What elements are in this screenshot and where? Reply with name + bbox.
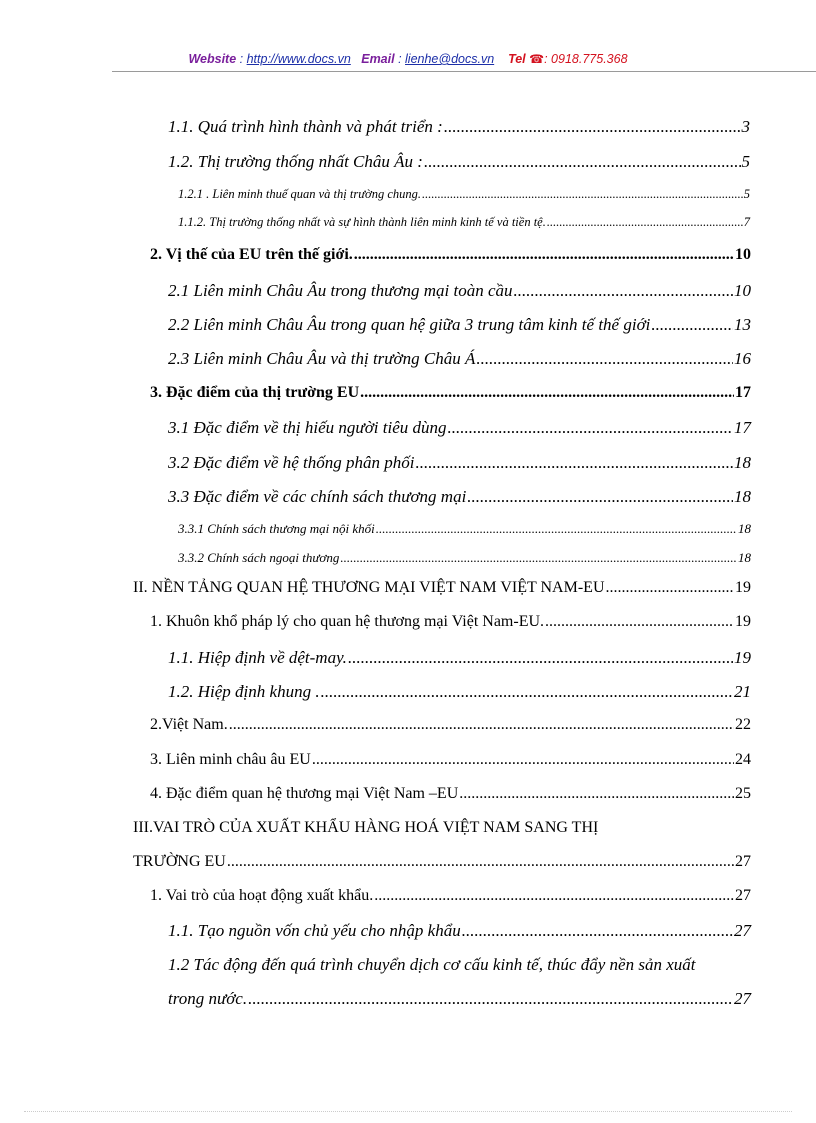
toc-entry[interactable] [168, 989, 751, 1009]
toc-entry-page: 19 [735, 579, 751, 596]
toc-entry-page: 10 [735, 246, 751, 263]
toc-entry-page: 18 [734, 453, 751, 472]
email-link[interactable]: lienhe@docs.vn [405, 52, 495, 66]
toc-entry-text-continued: TRƯỜNG EU [133, 853, 226, 870]
toc-entry-page: 27 [735, 853, 751, 870]
toc-entry-page: 5 [741, 152, 750, 171]
toc-entry-text: 2.2 Liên minh Châu Âu trong quan hệ giữa 3 trung tâm kinh tế thế giới [168, 315, 651, 334]
toc-entry[interactable] [168, 418, 751, 438]
toc-entry[interactable] [150, 613, 751, 631]
toc-entry-page: 5 [743, 187, 750, 201]
toc-entry-heading-line[interactable] [133, 819, 751, 837]
toc-entry-page: 17 [735, 384, 751, 401]
toc-entry[interactable] [178, 521, 751, 537]
email-label: Email [361, 52, 395, 66]
toc-entry[interactable] [133, 853, 751, 871]
toc-leader [467, 487, 733, 507]
toc-entry-text: 1.1. Tạo nguồn vốn chủ yếu cho nhập khẩu [168, 921, 461, 940]
toc-entry-text: 1.2 Tác động đến quá trình chuyển dịch cơ cấu kinh tế, thúc đẩy nền sản xuất [168, 955, 696, 974]
toc-entry-text-continued: trong nước. [168, 989, 248, 1008]
phone-icon: ☎ [529, 52, 545, 66]
toc-entry[interactable] [168, 648, 751, 668]
toc-entry-page: 27 [735, 887, 751, 904]
toc-leader [514, 281, 734, 301]
toc-entry-text: 3.2 Đặc điểm về hệ thống phân phối [168, 453, 415, 472]
toc-entry-page: 22 [735, 716, 751, 733]
toc-leader [462, 921, 733, 941]
toc-entry-page: 27 [734, 921, 751, 940]
toc-leader [360, 384, 734, 402]
toc-leader [447, 418, 733, 438]
toc-leader [547, 215, 743, 230]
toc-entry[interactable] [133, 579, 751, 597]
toc-leader [651, 315, 733, 335]
tel-label: Tel [508, 52, 526, 66]
toc-leader [422, 187, 743, 202]
toc-entry[interactable] [178, 215, 750, 230]
header-rule [112, 71, 816, 72]
toc-entry-page: 19 [735, 613, 751, 630]
toc-entry-text: 1.2. Thị trường thống nhất Châu Âu : [168, 152, 423, 171]
toc-entry-heading-line[interactable] [168, 955, 751, 975]
toc-entry[interactable] [150, 716, 751, 734]
toc-entry-text: 1.2. Hiệp định khung . [168, 682, 320, 701]
page-header [0, 52, 816, 66]
toc-entry-text: 2.1 Liên minh Châu Âu trong thương mại toàn cầu [168, 281, 513, 300]
toc-leader [476, 349, 733, 369]
toc-entry-text: III.VAI TRÒ CỦA XUẤT KHẨU HÀNG HOÁ VIỆT NAM SANG THỊ [133, 819, 599, 836]
toc-entry-text: 1.1. Quá trình hình thành và phát triển : [168, 117, 443, 136]
toc-entry[interactable] [168, 281, 751, 301]
toc-leader [376, 521, 737, 537]
toc-leader [354, 246, 734, 264]
toc-leader [348, 648, 733, 668]
toc-entry[interactable] [150, 785, 751, 803]
toc-entry[interactable] [150, 751, 751, 769]
toc-entry-text: 3.1 Đặc điểm về thị hiếu người tiêu dùng [168, 418, 447, 437]
toc-entry-text: 2. Vị thế của EU trên thế giới. [150, 246, 353, 263]
toc-leader [415, 453, 733, 473]
toc-leader [227, 853, 734, 871]
toc-leader [248, 989, 733, 1009]
toc-entry-text: 1.1. Hiệp định về dệt-may. [168, 648, 347, 667]
toc-entry-page: 18 [738, 521, 751, 536]
toc-entry-page: 16 [734, 349, 751, 368]
toc-entry-page: 7 [743, 215, 750, 229]
toc-entry[interactable] [168, 487, 751, 507]
toc-entry-text: 1. Khuôn khổ pháp lý cho quan hệ thương mại Việt Nam-EU. [150, 613, 545, 630]
toc-entry-page: 10 [734, 281, 751, 300]
toc-entry-page: 17 [734, 418, 751, 437]
toc-entry-page: 3 [741, 117, 750, 136]
toc-entry-text: 2.3 Liên minh Châu Âu và thị trường Châu Á [168, 349, 476, 368]
toc-entry-text: 4. Đặc điểm quan hệ thương mại Việt Nam –EU [150, 785, 459, 802]
website-link[interactable]: http://www.docs.vn [246, 52, 351, 66]
email-separator: : [394, 52, 406, 66]
toc-entry-page: 13 [734, 315, 751, 334]
toc-entry-text: 3.3.2 Chính sách ngoại thương [178, 550, 340, 565]
toc-entry[interactable] [168, 921, 751, 941]
toc-entry-text: 3.3 Đặc điểm về các chính sách thương mại [168, 487, 467, 506]
toc-entry-page: 19 [734, 648, 751, 667]
toc-leader [229, 716, 734, 734]
toc-entry-text: 1.2.1 . Liên minh thuế quan và thị trường chung. [178, 187, 421, 201]
website-separator: : [236, 52, 247, 66]
toc-leader [424, 152, 741, 172]
toc-entry-page: 25 [735, 785, 751, 802]
toc-entry-page: 27 [734, 989, 751, 1008]
website-label: Website [188, 52, 237, 66]
toc-leader [459, 785, 734, 803]
toc-leader [374, 887, 734, 905]
toc-entry[interactable] [168, 315, 751, 335]
toc-entry-page: 18 [734, 487, 751, 506]
tel-value: : 0918.775.368 [544, 52, 628, 66]
toc-leader [444, 117, 741, 137]
toc-entry-text: 3.3.1 Chính sách thương mại nội khối [178, 521, 375, 536]
toc-entry-text: 3. Đặc điểm của thị trường EU [150, 384, 360, 401]
toc-entry[interactable] [150, 887, 751, 905]
toc-entry-page: 21 [734, 682, 751, 701]
toc-entry-page: 18 [738, 550, 751, 565]
toc-leader [321, 682, 733, 702]
toc-entry-text: 1. Vai trò của hoạt động xuất khẩu. [150, 887, 374, 904]
toc-entry[interactable] [168, 152, 750, 172]
toc-leader [312, 751, 734, 769]
toc-entry-page: 24 [735, 751, 751, 768]
toc-entry[interactable] [168, 117, 750, 137]
toc-entry[interactable] [178, 187, 750, 202]
toc-entry[interactable] [168, 349, 751, 369]
toc-entry[interactable] [168, 682, 751, 702]
toc-leader [340, 550, 737, 566]
toc-entry-text: 1.1.2. Thị trường thống nhất và sự hình thành liên minh kinh tế và tiền tệ. [178, 215, 546, 229]
toc-entry-text: II. NỀN TẢNG QUAN HỆ THƯƠNG MẠI VIỆT NAM VIỆT NAM-EU [133, 579, 605, 596]
toc-entry-text: 2.Việt Nam. [150, 716, 228, 733]
footer-dotted-rule [24, 1111, 792, 1112]
toc-leader [606, 579, 735, 597]
toc-entry[interactable] [150, 384, 751, 402]
toc-leader [545, 613, 734, 631]
toc-entry[interactable] [168, 453, 751, 473]
toc-entry[interactable] [150, 246, 751, 264]
toc-entry-text: 3. Liên minh châu âu EU [150, 751, 311, 768]
toc-entry[interactable] [178, 550, 751, 566]
